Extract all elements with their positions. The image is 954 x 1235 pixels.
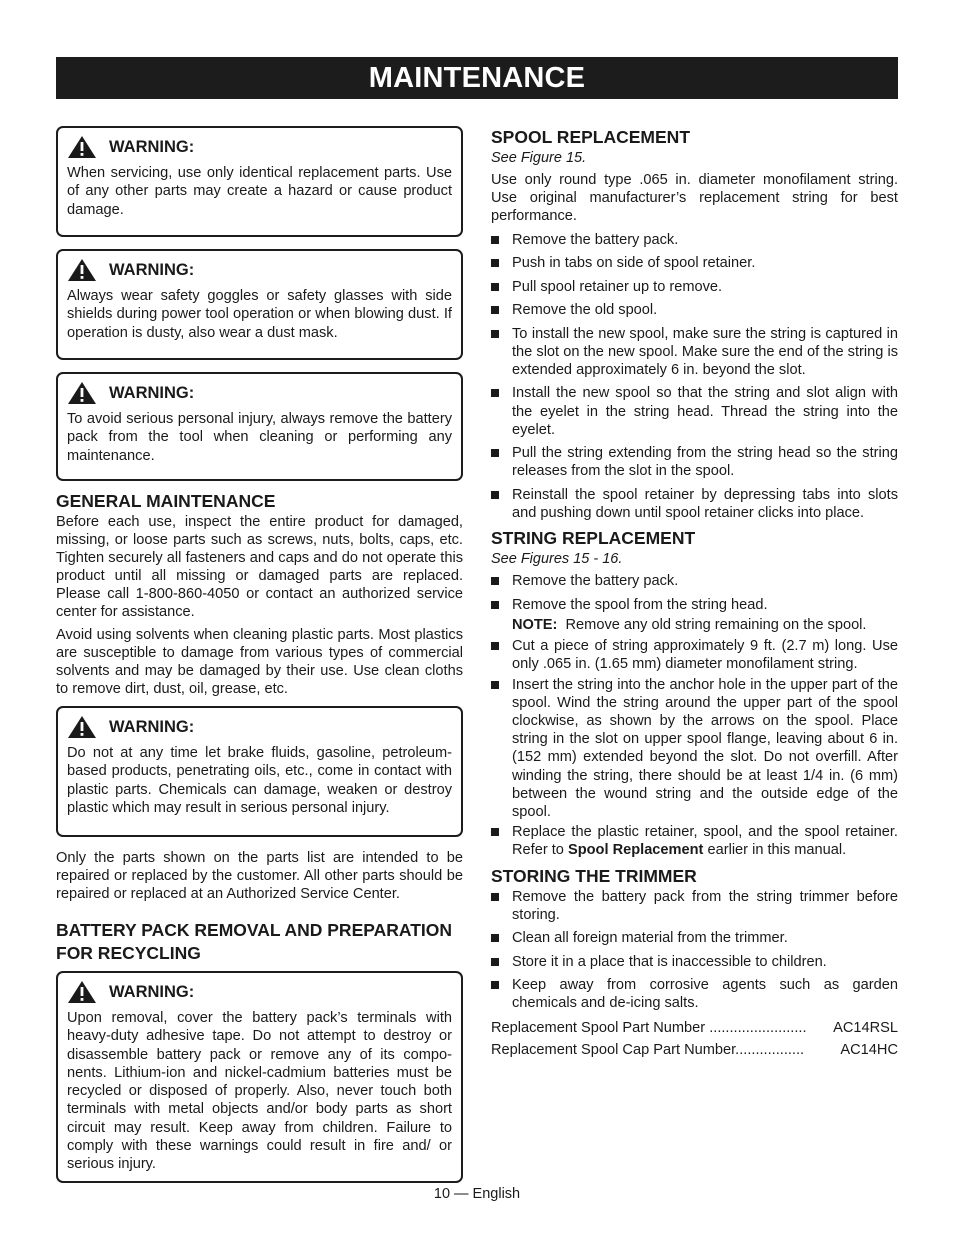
bullet-square-icon xyxy=(491,642,499,650)
list-item: Remove the battery pack. xyxy=(491,572,898,590)
warning-triangle-icon xyxy=(67,715,97,739)
warning-text: Do not at any time let brake fluids, gasoline, petroleum-based products, penetrating oils, etc., come in contact with plastic parts. Chemicals can damage, weaken or destroy plastic which may result in serious personal injury. xyxy=(67,745,452,816)
list-item: To install the new spool, make sure the string is captured in the slot on the new spool. Make sure the end of the string is extended approximately 6 in. beyond the slot. xyxy=(491,325,898,380)
warning-box-brake-fluids xyxy=(56,706,463,837)
spool-replacement-heading: SPOOL REPLACEMENT xyxy=(491,127,691,147)
parts-list-paragraph: Only the parts shown on the parts list are intended to be repaired or replaced by the customer. All other parts should be repaired or replaced at an Authorized Service Center. xyxy=(56,850,463,902)
bullet-square-icon xyxy=(491,958,499,966)
right-column xyxy=(491,126,898,1063)
warning-triangle-icon xyxy=(67,258,97,282)
warning-label: WARNING: xyxy=(109,982,195,1001)
list-item: Remove the battery pack from the string trimmer before storing. xyxy=(491,888,898,924)
part-label: Replacement Spool Cap Part Number................. xyxy=(491,1041,805,1058)
warning-text: Always wear safety goggles or safety glasses with side shields during power tool operation or when blowing dust. If operation is dusty, also wear a dust mask. xyxy=(67,288,452,341)
left-column xyxy=(56,126,463,1195)
part-label: Replacement Spool Part Number ........................ xyxy=(491,1019,807,1036)
list-item: Pull spool retainer up to remove. xyxy=(491,278,898,296)
storing-trimmer-heading: STORING THE TRIMMER xyxy=(491,865,697,886)
warning-box-safety-goggles xyxy=(56,249,463,360)
part-number-row xyxy=(491,1041,898,1059)
warning-header xyxy=(67,135,452,159)
page-title: MAINTENANCE xyxy=(56,57,898,99)
warning-box-battery-recycling xyxy=(56,971,463,1183)
list-item: Remove the battery pack. xyxy=(491,231,898,249)
bullet-square-icon xyxy=(491,236,499,244)
list-item: Remove the spool from the string head. NOTE: Remove any old string remaining on the spool. xyxy=(491,596,898,634)
warning-text: When servicing, use only identical replacement parts. Use of any other parts may create a hazard or cause product damage. xyxy=(67,165,452,218)
battery-recycling-heading: BATTERY PACK REMOVAL AND PREPARATION FOR RECYCLING xyxy=(56,920,453,963)
list-item: Insert the string into the anchor hole in the upper part of the spool. Wind the string around the upper part of the spool clockwise, as shown by the arrows on the spool. Place string in the slot on upper spool flange, leaving about 6 in. (152 mm) extended beyond the slot. Do not overfill. After winding the string, there should be at least 1/4 in. (6 mm) between the wound string and the outside edge of the spool. xyxy=(491,676,898,822)
bullet-square-icon xyxy=(491,306,499,314)
list-item: Keep away from corrosive agents such as garden chemicals and de-icing salts. xyxy=(491,976,898,1012)
warning-triangle-icon xyxy=(67,980,97,1004)
list-item: Cut a piece of string approximately 9 ft. (2.7 m) long. Use only .065 in. (1.65 mm) diameter monofilament string. xyxy=(491,637,898,673)
spool-replacement-reference: Spool Replacement xyxy=(567,842,704,859)
general-maintenance-paragraph: Before each use, inspect the entire product for damaged, missing, or loose parts such as screws, nuts, bolts, caps, etc. Tighten securely all fasteners and caps and do not operate this product until all missing or damaged parts are replaced. Please call 1-800-860-4050 or contact an authorized service center for assistance. xyxy=(56,514,463,620)
storing-list xyxy=(491,888,898,1013)
spool-see-figure: See Figure 15. xyxy=(491,150,587,166)
warning-triangle-icon xyxy=(67,135,97,159)
bullet-square-icon xyxy=(491,491,499,499)
note-label: NOTE: xyxy=(512,616,558,633)
warning-text: To avoid serious personal injury, always remove the battery pack from the tool when cleaning or performing any maintenance. xyxy=(67,411,452,464)
bullet-square-icon xyxy=(491,934,499,942)
list-item: Pull the string extending from the string head so the string releases from the slot in the spool. xyxy=(491,444,898,480)
page-footer: 10 — English xyxy=(433,1186,521,1202)
solvents-paragraph: Avoid using solvents when cleaning plastic parts. Most plastics are susceptible to damage from various types of commercial solvents and may be damaged by their use. Use clean cloths to remove dirt, dust, oil, grease, etc. xyxy=(56,627,463,697)
warning-header xyxy=(67,715,452,739)
bullet-square-icon xyxy=(491,981,499,989)
warning-label: WARNING: xyxy=(109,260,195,279)
spool-steps-list xyxy=(491,231,898,522)
bullet-square-icon xyxy=(491,449,499,457)
list-item: Reinstall the spool retainer by depressing tabs into slots and pushing down until spool retainer clicks into place. xyxy=(491,486,898,522)
warning-label: WARNING: xyxy=(109,383,195,402)
bullet-square-icon xyxy=(491,330,499,338)
warning-triangle-icon xyxy=(67,381,97,405)
list-item: Clean all foreign material from the trimmer. xyxy=(491,929,898,947)
bullet-square-icon xyxy=(491,577,499,585)
general-maintenance-heading: GENERAL MAINTENANCE xyxy=(56,491,276,511)
list-item: Replace the plastic retainer, spool, and the spool retainer. Refer to Spool Replacement earlier in this manual. xyxy=(491,823,898,859)
string-steps-list xyxy=(491,572,898,859)
string-replacement-heading: STRING REPLACEMENT xyxy=(491,528,696,549)
bullet-square-icon xyxy=(491,828,499,836)
note-line xyxy=(512,616,898,634)
spool-intro: Use only round type .065 in. diameter monofilament string. Use original manufacturer’s replacement string for best performance. xyxy=(491,172,898,224)
parts-numbers xyxy=(491,1019,898,1059)
warning-text: Upon removal, cover the battery pack’s terminals with heavy-duty adhesive tape. Do not attempt to destroy or disassemble battery pack or remove any of its compo-nents. Lithium-ion and nickel-cadmium batteries must be recycled or disposed of properly. Also, never touch both terminals with metal objects and/or body parts as short circuit may result. Keep away from children. Failure to comply with these warnings could result in fire and/ or serious injury. xyxy=(67,1010,452,1173)
bullet-square-icon xyxy=(491,283,499,291)
bullet-square-icon xyxy=(491,389,499,397)
bullet-square-icon xyxy=(491,893,499,901)
warning-box-remove-battery xyxy=(56,372,463,481)
part-value: AC14RSL xyxy=(833,1019,898,1036)
bullet-square-icon xyxy=(491,259,499,267)
warning-header xyxy=(67,980,452,1004)
list-item: Install the new spool so that the string and slot align with the eyelet in the string head. Thread the string into the eyelet. xyxy=(491,384,898,439)
bullet-square-icon xyxy=(491,601,499,609)
list-item: Store it in a place that is inaccessible to children. xyxy=(491,953,898,971)
warning-label: WARNING: xyxy=(109,137,195,156)
list-item: Remove the old spool. xyxy=(491,301,898,319)
warning-header xyxy=(67,381,452,405)
warning-box-replacement-parts xyxy=(56,126,463,237)
warning-header xyxy=(67,258,452,282)
warning-label: WARNING: xyxy=(109,717,195,736)
bullet-square-icon xyxy=(491,681,499,689)
part-number-row xyxy=(491,1019,898,1037)
list-item: Push in tabs on side of spool retainer. xyxy=(491,254,898,272)
note-text: Remove any old string remaining on the spool. xyxy=(565,616,867,633)
string-see-figure: See Figures 15 - 16. xyxy=(491,551,623,568)
part-value: AC14HC xyxy=(840,1041,898,1058)
